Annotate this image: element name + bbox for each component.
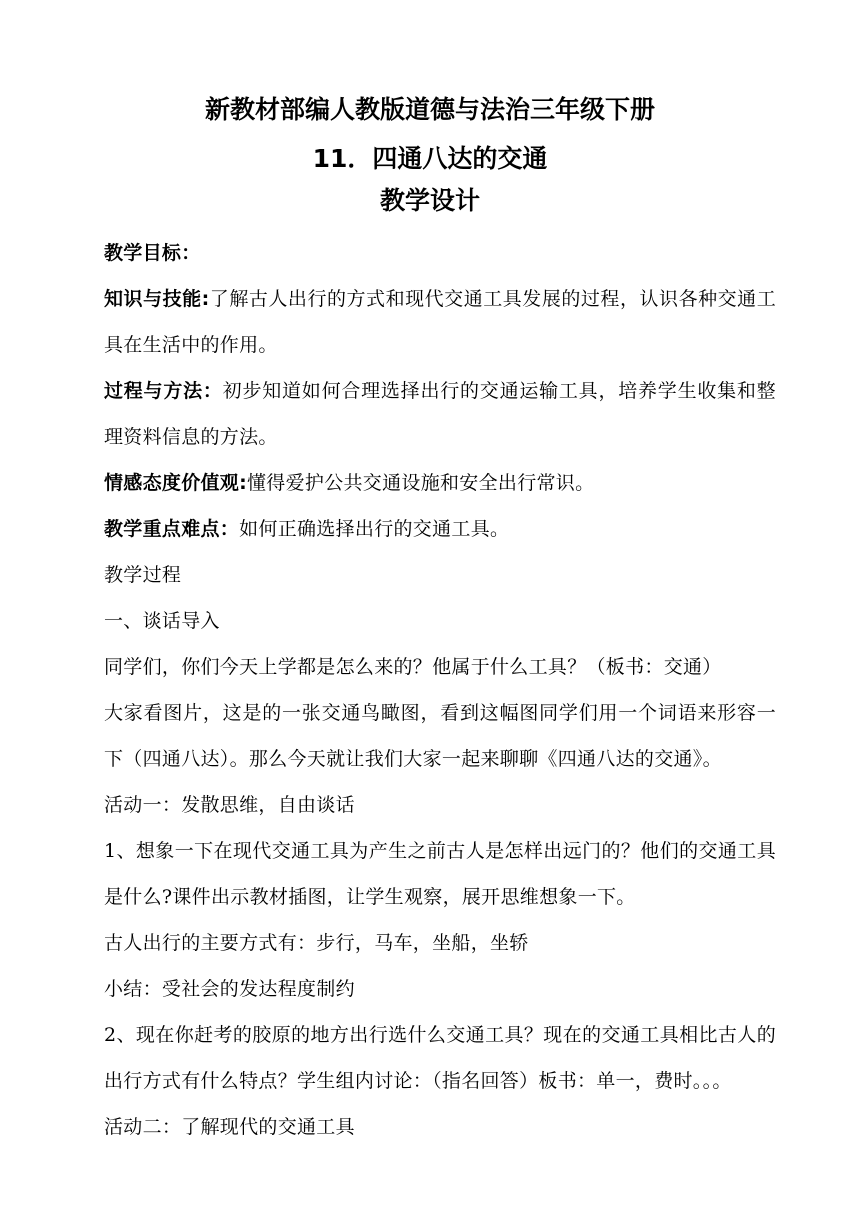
- question-one: 1、想象一下在现代交通工具为产生之前古人是怎样出远门的？他们的交通工具是什么?课件出示教材插图，让学生观察，展开思维想象一下。: [104, 840, 776, 908]
- lesson-title: 11．四通八达的交通: [312, 144, 548, 173]
- key-text: 如何正确选择出行的交通工具。: [239, 518, 510, 540]
- document-title: 新教材部编人教版道德与法治三年级下册: [204, 95, 655, 124]
- knowledge-objective: [104, 276, 776, 368]
- summary: 小结：受社会的发达程度制约: [104, 978, 355, 1000]
- process-objective: [104, 368, 776, 460]
- knowledge-text: 了解古人出行的方式和现代交通工具发展的过程，认识各种交通工具在生活中的作用。: [104, 288, 776, 356]
- knowledge-label: 知识与技能:: [104, 288, 210, 310]
- design-subtitle: 教学设计: [379, 186, 480, 215]
- key-points: [104, 506, 776, 552]
- emotion-objective: [104, 460, 776, 506]
- process-heading: 教学过程: [104, 564, 182, 586]
- paragraph-question: 同学们，你们今天上学都是怎么来的？他属于什么工具？（板书：交通）: [104, 656, 722, 678]
- question-two: 2、现在你赶考的胶原的地方出行选什么交通工具？现在的交通工具相比古人的出行方式有什么特点？学生组内讨论：（指名回答）板书：单一，费时。。。: [104, 1024, 776, 1092]
- objectives-heading: 教学目标：: [104, 242, 201, 264]
- activity-one-heading: 活动一：发散思维，自由谈话: [104, 794, 355, 816]
- section-intro: 一、谈话导入: [104, 610, 220, 632]
- process-text: 初步知道如何合理选择出行的交通运输工具，培养学生收集和整理资料信息的方法。: [104, 380, 776, 448]
- process-label: 过程与方法：: [104, 380, 223, 402]
- document-body: [104, 230, 776, 1150]
- emotion-text: 懂得爱护公共交通设施和安全出行常识。: [247, 472, 595, 494]
- paragraph-picture: 大家看图片，这是的一张交通鸟瞰图，看到这幅图同学们用一个词语来形容一下（四通八达）。那么今天就让我们大家一起来聊聊《四通八达的交通》。: [104, 702, 776, 770]
- emotion-label: 情感态度价值观:: [104, 472, 247, 494]
- key-label: 教学重点难点：: [104, 518, 240, 540]
- activity-two-heading: 活动二：了解现代的交通工具: [104, 1116, 355, 1138]
- ancient-travel: 古人出行的主要方式有：步行，马车，坐船，坐轿: [104, 932, 529, 954]
